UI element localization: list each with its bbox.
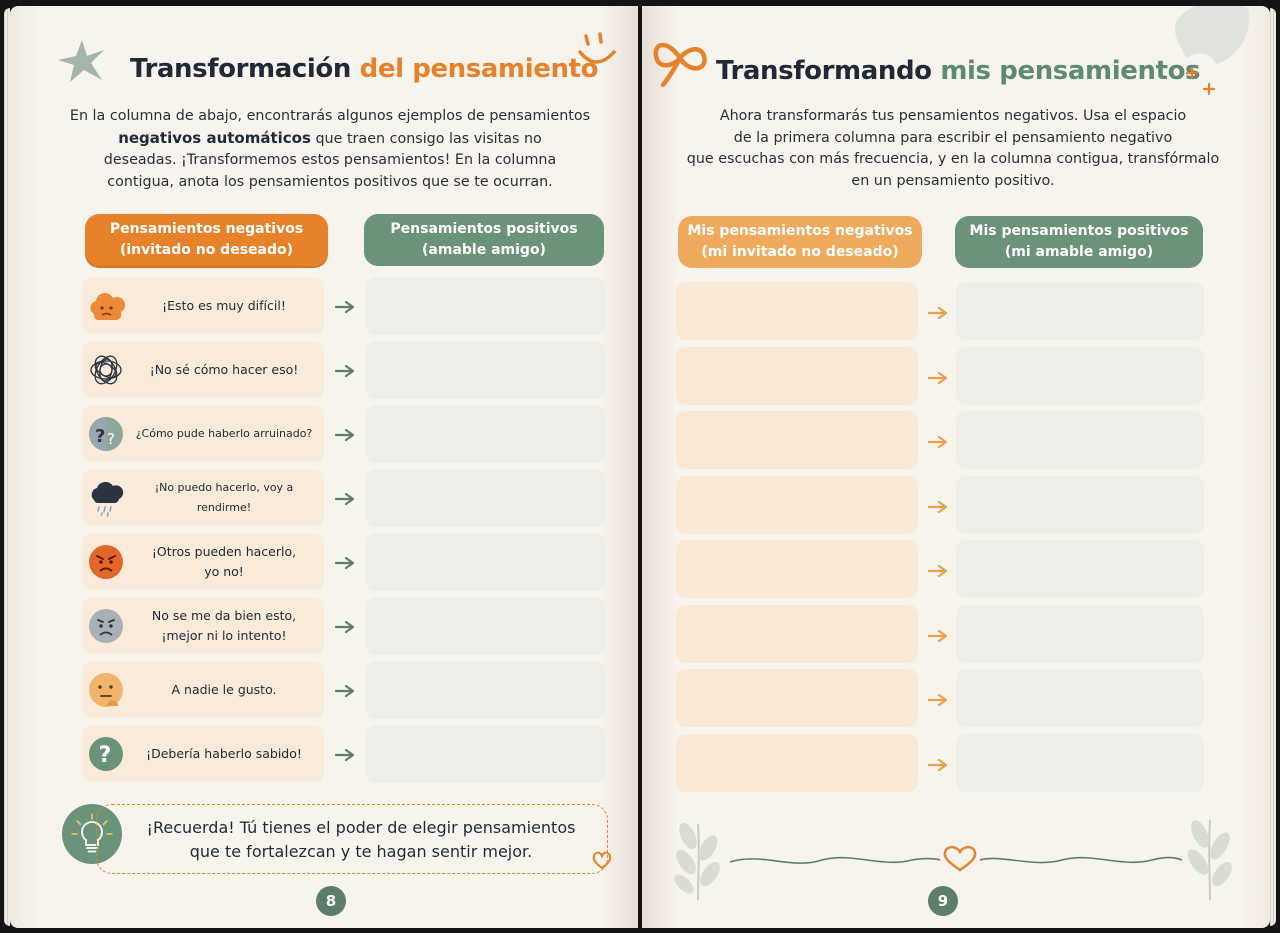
negative-thought-row (82, 342, 324, 398)
my-positive-thought-field[interactable] (956, 540, 1204, 598)
negative-thought-row (82, 406, 324, 462)
right-page-edges (1270, 8, 1276, 926)
positive-thought-field[interactable] (366, 597, 606, 655)
page-number-left: 8 (316, 886, 346, 916)
header-line: Pensamientos positivos (390, 221, 578, 237)
arrow-right-icon (927, 434, 949, 448)
svg-text:?: ? (95, 426, 106, 447)
sad-face-icon (82, 598, 130, 654)
arrow-right-icon (927, 563, 949, 577)
positive-thought-field[interactable] (366, 277, 606, 335)
header-my-positive-thoughts (955, 216, 1203, 268)
negative-thought-text (130, 744, 324, 764)
my-positive-thought-field[interactable] (956, 476, 1204, 534)
page-title-right (716, 56, 1200, 86)
title-part-dark: Transformando (716, 56, 932, 86)
smile-doodle-icon (576, 28, 620, 74)
my-negative-thought-field[interactable] (676, 347, 918, 405)
negative-thought-text (130, 606, 324, 646)
remember-text (126, 816, 596, 864)
thought-line: A nadie le gusto. (171, 682, 277, 697)
thinking-face-icon (82, 662, 130, 718)
star-decoration-icon (54, 36, 110, 86)
intro-line: Ahora transformarás tus pensamientos negativos. Usa el espacio (719, 108, 1187, 124)
intro-text: que traen consigo las visitas no (310, 130, 542, 147)
my-negative-thought-field[interactable] (676, 669, 918, 727)
header-line: (invitado no deseado) (119, 242, 294, 258)
rain-cloud-icon (82, 470, 130, 526)
intro-line: en un pensamiento positivo. (851, 172, 1055, 189)
angry-face-icon (82, 534, 130, 590)
intro-line: deseadas. ¡Transformemos estos pensamientos! En la columna (103, 152, 557, 168)
left-plant-icon (671, 820, 723, 900)
intro-line: En la columna de abajo, encontrarás algunos ejemplos de pensamientos (69, 108, 591, 124)
my-negative-thought-field[interactable] (676, 411, 918, 469)
swirl-doodle-icon (650, 26, 712, 92)
bottom-decoration (662, 814, 1252, 904)
positive-thought-field[interactable] (366, 341, 606, 399)
negative-thought-text (130, 680, 324, 700)
right-plant-icon (1184, 817, 1236, 900)
negative-thought-text (130, 478, 324, 518)
my-negative-thought-field[interactable] (676, 734, 918, 792)
arrow-right-icon (927, 757, 949, 771)
arrow-right-icon (334, 299, 356, 313)
thought-line: ¡Otros pueden hacerlo, (151, 544, 297, 559)
header-line: Pensamientos negativos (109, 221, 304, 237)
heart-doodle-icon (590, 848, 614, 872)
my-positive-thought-field[interactable] (956, 734, 1204, 792)
negative-thought-text (130, 542, 324, 582)
arrow-right-icon (927, 628, 949, 642)
arrow-right-icon (334, 555, 356, 569)
positive-thought-field[interactable] (366, 661, 606, 719)
header-my-negative-thoughts (678, 216, 922, 268)
arrow-right-icon (334, 427, 356, 441)
arrow-right-icon (927, 305, 949, 319)
header-negative-thoughts (85, 214, 328, 266)
title-part-green: mis pensamientos (940, 56, 1201, 86)
thought-line: ¡Esto es muy difícil! (162, 298, 286, 313)
arrow-right-icon (334, 491, 356, 505)
storm-cloud-face-icon (82, 278, 130, 334)
header-line: Mis pensamientos negativos (687, 223, 913, 239)
header-line: (mi invitado no deseado) (701, 244, 899, 260)
negative-thought-row (82, 662, 324, 718)
arrow-right-icon (334, 363, 356, 377)
question-marks-icon (82, 406, 130, 462)
left-page (10, 6, 638, 928)
thought-line: No se me da bien esto, (151, 608, 297, 623)
my-negative-thought-field[interactable] (676, 476, 918, 534)
tangled-scribble-icon (82, 342, 130, 398)
arrow-right-icon (927, 692, 949, 706)
my-positive-thought-field[interactable] (956, 669, 1204, 727)
my-negative-thought-field[interactable] (676, 540, 918, 598)
my-positive-thought-field[interactable] (956, 282, 1204, 340)
remember-line: que te fortalezcan y te hagan sentir mejor. (189, 842, 533, 861)
my-positive-thought-field[interactable] (956, 411, 1204, 469)
thought-line: yo no! (204, 564, 244, 579)
negative-thought-row (82, 470, 324, 526)
thought-line: ¡Debería haberlo sabido! (146, 746, 302, 761)
arrow-right-icon (927, 370, 949, 384)
negative-thought-row (82, 534, 324, 590)
header-line: Mis pensamientos positivos (969, 223, 1189, 239)
thought-line: ¡No puedo hacerlo, voy a rendirme! (154, 481, 294, 514)
page-title (130, 54, 598, 84)
negative-thought-text (130, 360, 324, 380)
negative-thought-row (82, 278, 324, 334)
arrow-right-icon (334, 619, 356, 633)
intro-line: que escuchas con más frecuencia, y en la columna contigua, transfórmalo (686, 151, 1220, 167)
intro-paragraph-right (668, 106, 1238, 192)
my-negative-thought-field[interactable] (676, 605, 918, 663)
my-negative-thought-field[interactable] (676, 282, 918, 340)
title-part-dark: Transformación (130, 54, 351, 84)
intro-line: de la primera columna para escribir el pensamiento negativo (733, 129, 1173, 146)
arrow-right-icon (927, 499, 949, 513)
header-line: (amable amigo) (422, 242, 546, 258)
header-positive-thoughts (364, 214, 604, 266)
my-positive-thought-field[interactable] (956, 605, 1204, 663)
question-circle-icon (82, 726, 130, 782)
intro-line: contigua, anota los pensamientos positivos que se te ocurran. (107, 173, 553, 190)
arrow-right-icon (334, 747, 356, 761)
svg-text:?: ? (98, 743, 112, 768)
intro-line (50, 128, 610, 151)
negative-thought-text (130, 296, 324, 316)
arrow-right-icon (334, 683, 356, 697)
thought-line: ¿Cómo pude haberlo arruinado? (135, 427, 313, 440)
intro-paragraph (50, 106, 610, 193)
thought-line: ¡mejor ni lo intento! (161, 628, 287, 643)
svg-text:?: ? (107, 430, 115, 448)
positive-thought-field[interactable] (366, 725, 606, 783)
negative-thought-text (130, 424, 324, 444)
intro-bold-text: negativos automáticos (118, 128, 311, 147)
title-part-orange: del pensamiento (359, 54, 599, 84)
remember-line: ¡Recuerda! Tú tienes el poder de elegir pensamientos (146, 818, 576, 837)
positive-thought-field[interactable] (366, 405, 606, 463)
header-line: (mi amable amigo) (1004, 244, 1154, 260)
positive-thought-field[interactable] (366, 469, 606, 527)
negative-thought-row (82, 598, 324, 654)
positive-thought-field[interactable] (366, 533, 606, 591)
sparkle-icon (1182, 64, 1222, 100)
my-positive-thought-field[interactable] (956, 347, 1204, 405)
negative-thought-row (82, 726, 324, 782)
page-number-right: 9 (928, 886, 958, 916)
thought-line: ¡No sé cómo hacer eso! (149, 362, 299, 377)
right-page (642, 6, 1270, 928)
